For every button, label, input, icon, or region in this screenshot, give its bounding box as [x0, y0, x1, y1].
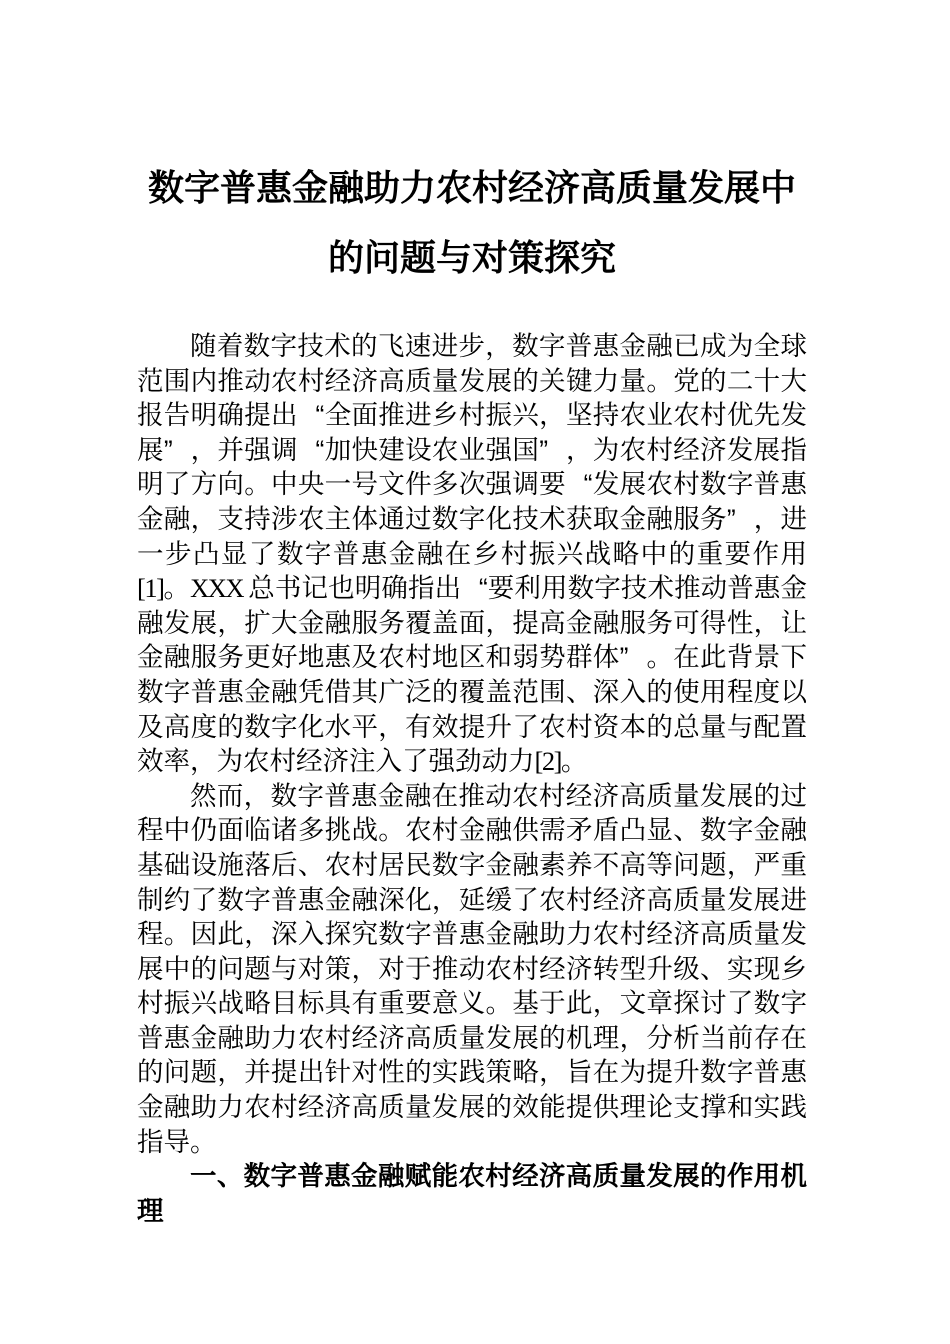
citation-marker-2: [2] — [534, 746, 561, 777]
document-title — [137, 0, 807, 293]
paragraph-challenges: 然而，数字普惠金融在推动农村经济高质量发展的过程中仍面临诸多挑战。农村金融供需矛盾凸显、数字金融基础设施落后、农村居民数字金融素养不高等问题，严重制约了数字普惠金融深化，延缓了农村经济高质量发展进程。因此，深入探究数字普惠金融助力农村经济高质量发展中的问题与对策，对于推动农村经济转型升级、实现乡村振兴战略目标具有重要意义。基于此，文章探讨了数字普惠金融助力农村经济高质量发展的机理，分析当前存在的问题，并提出针对性的实践策略，旨在为提升数字普惠金融助力农村经济高质量发展的效能提供理论支撑和实践指导。 — [137, 780, 807, 1157]
intro-text: 随着数字技术的飞速进步，数字普惠金融已成为全球范围内推动农村经济高质量发展的关键力量。党的二十大报告明确提出 “全面推进乡村振兴，坚持农业农村优先发展” ，并强调 “加快建设农业强国” ，为农村经济发展指明了方向。中央一号文件多次强调要 “发展农村数字普惠金融，支持涉农主体通过数字化技术获取金融服务” ，进一步凸显了数字普惠金融在乡村振兴战略中的重要作用 — [137, 331, 807, 569]
leader-name-placeholder: XXX — [190, 573, 249, 604]
title-line-1: 数字普惠金融助力农村经济高质量发展中 — [147, 167, 796, 208]
quote-and-background-text: 总书记也明确指出 “要利用数字技术推动普惠金融发展，扩大金融服务覆盖面，提高金融服务可得性，让金融服务更好地惠及农村地区和弱势群体” 。在此背景下数字普惠金融凭借其广泛的覆盖范围、深入的使用程度以及高度的数字化水平，有效提升了农村资本的总量与配置效率，为农村经济注入了强劲动力 — [137, 573, 808, 777]
citation-marker-1: [1] — [137, 573, 164, 604]
paragraph-introduction — [137, 329, 807, 779]
title-line-2: 的问题与对策探究 — [327, 237, 616, 278]
document-body — [137, 329, 807, 1228]
period-after-citation-2: 。 — [560, 746, 588, 777]
period-after-citation-1: 。 — [163, 573, 191, 604]
section-heading-1: 一、数字普惠金融赋能农村经济高质量发展的作用机理 — [137, 1161, 807, 1226]
